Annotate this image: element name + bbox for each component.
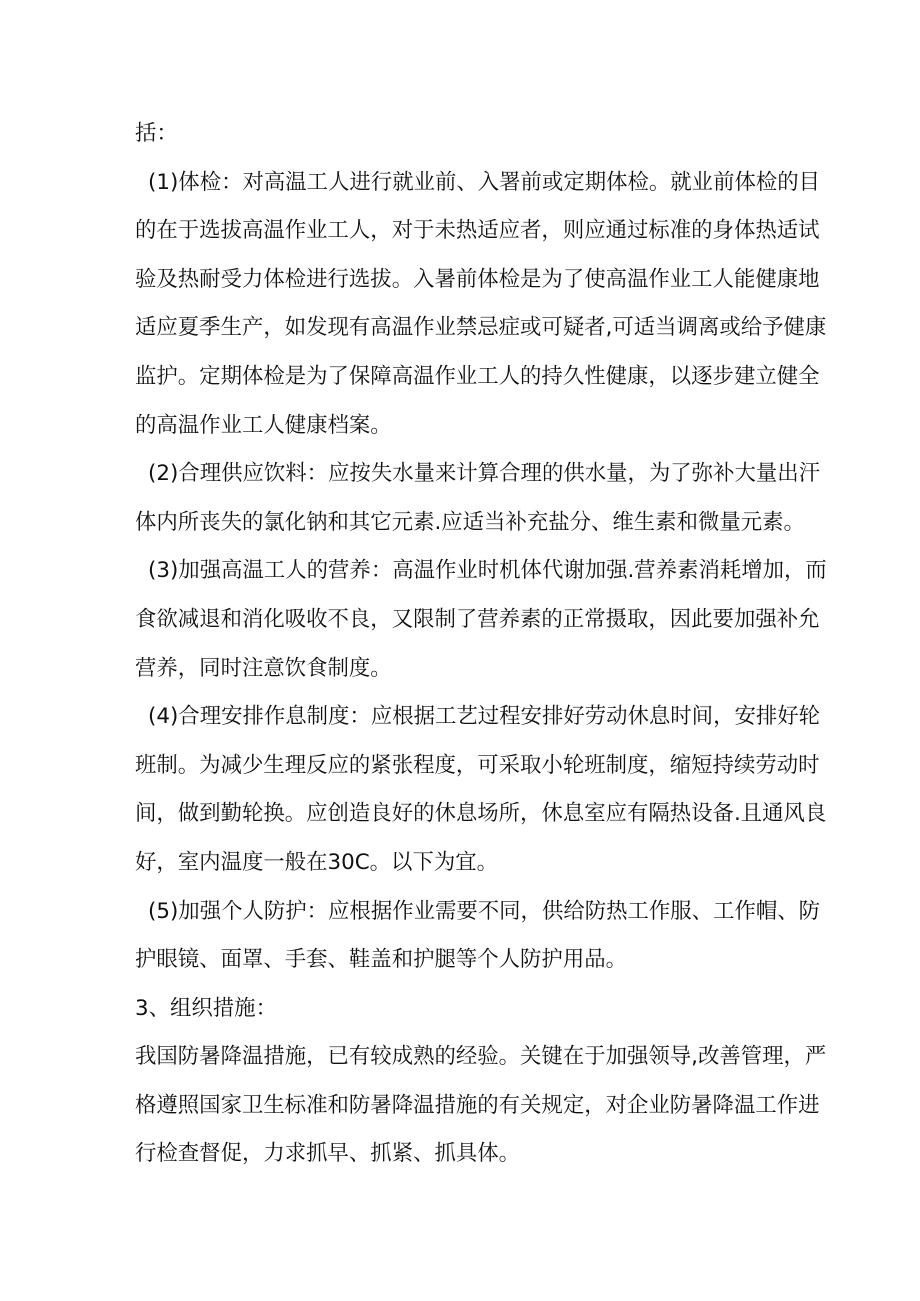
document-page (135, 110, 827, 1179)
text-line: 体内所丧失的氯化钠和其它元素.应适当补充盐分、维生素和微量元素。 (135, 509, 805, 535)
text-line: 的高温作业工人健康档案。 (135, 412, 392, 438)
text-line: 食欲减退和消化吸收不良，又限制了营养素的正常摄取，因此要加强补允 (135, 606, 820, 632)
text-line: 适应夏季生产，如发现有高温作业禁忌症或可疑者,可适当调离或给予健康 (135, 315, 827, 341)
text-line: 我国防暑降温措施，已有较成熟的经验。关键在于加强领导,改善管理，严 (135, 1044, 827, 1070)
text-line: 营养，同时注意饮食制度。 (135, 655, 392, 681)
text-line: 格遵照国家卫生标准和防暑降温措施的有关规定，对企业防暑降温工作进 (135, 1092, 820, 1118)
section-heading: 3、组织措施： (135, 995, 277, 1021)
text-line: (1)体检：对高温工人进行就业前、入署前或定期体检。就业前体检的目 (148, 169, 821, 195)
text-line: 行检查督促，力求抓早、抓紧、抓具体。 (135, 1141, 521, 1167)
text-line: 班制。为减少生理反应的紧张程度，可采取小轮班制度，缩短持续劳动时 (135, 752, 820, 778)
text-line: 监护。定期体检是为了保障高温作业工人的持久性健康，以逐步建立健全 (135, 363, 820, 389)
text-line: 括： (135, 121, 178, 146)
text-line: (4)合理安排作息制度：应根据工艺过程安排好劳动休息时间，安排好轮 (148, 704, 821, 730)
text-line: 验及热耐受力体检进行选拔。入暑前体检是为了使高温作业工人能健康地 (135, 266, 820, 292)
text-line: 间，做到勤轮换。应创造良好的休息场所，休息室应有隔热设备.且通风良 (135, 801, 827, 827)
text-line: (5)加强个人防护：应根据作业需要不同，供给防热工作服、工作帽、防 (148, 898, 821, 924)
text-line: 护眼镜、面罩、手套、鞋盖和护腿等个人防护用品。 (135, 947, 627, 973)
text-line: (3)加强高温工人的营养：高温作业时机体代谢加强.营养素消耗增加，而 (148, 558, 827, 584)
text-line: (2)合理供应饮料：应按失水量来计算合理的供水量，为了弥补大量出汗 (148, 461, 821, 487)
text-line: 好，室内温度一般在30C。以下为宜。 (135, 849, 499, 875)
text-line: 的在于选拔高温作业工人，对于未热适应者，则应通过标准的身体热适试 (135, 218, 820, 244)
